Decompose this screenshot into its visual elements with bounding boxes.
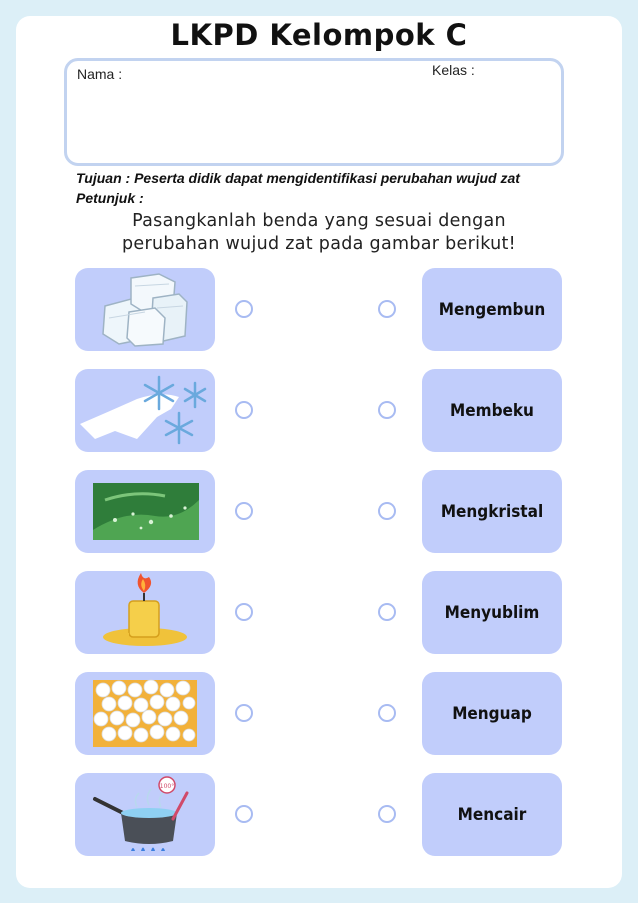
answer-card-1[interactable]: Mengembun (422, 268, 562, 351)
dew-leaf-icon (75, 470, 215, 553)
image-card-dew[interactable] (75, 470, 215, 553)
answer-card-2[interactable]: Membeku (422, 369, 562, 452)
instruction-line-1: Pasangkanlah benda yang sesuai dengan (132, 211, 506, 231)
boiling-pot-icon (75, 773, 215, 856)
kelas-label: Kelas : (432, 62, 475, 78)
match-dot-left-3[interactable] (235, 502, 253, 520)
ice-cubes-icon (75, 268, 215, 351)
instruction-line-2: perubahan wujud zat pada gambar berikut! (121, 234, 517, 254)
identity-box[interactable] (64, 58, 564, 166)
melting-candle-icon (75, 571, 215, 654)
answer-card-5[interactable]: Menguap (422, 672, 562, 755)
image-card-candle[interactable] (75, 571, 215, 654)
image-card-mothballs[interactable] (75, 672, 215, 755)
match-dot-right-2[interactable] (378, 401, 396, 419)
match-dot-right-1[interactable] (378, 300, 396, 318)
image-card-pot[interactable] (75, 773, 215, 856)
match-dot-right-6[interactable] (378, 805, 396, 823)
thermometer-label: 100° (159, 783, 175, 790)
match-dot-left-6[interactable] (235, 805, 253, 823)
goal-text: Tujuan : Peserta didik dapat mengidentifikasi perubahan wujud zat (76, 170, 520, 186)
page-title: LKPD Kelompok C (170, 18, 468, 52)
match-dot-left-5[interactable] (235, 704, 253, 722)
match-dot-left-4[interactable] (235, 603, 253, 621)
match-dot-left-1[interactable] (235, 300, 253, 318)
mothballs-icon (75, 672, 215, 755)
match-dot-right-5[interactable] (378, 704, 396, 722)
match-dot-right-3[interactable] (378, 502, 396, 520)
snowflakes-icon (75, 369, 215, 452)
image-card-snow[interactable] (75, 369, 215, 452)
instruction-text (0, 210, 638, 256)
answer-card-6[interactable]: Mencair (422, 773, 562, 856)
answer-card-4[interactable]: Menyublim (422, 571, 562, 654)
nama-label: Nama : (77, 66, 123, 82)
instructions-label: Petunjuk : (76, 190, 144, 206)
match-dot-right-4[interactable] (378, 603, 396, 621)
image-card-ice[interactable] (75, 268, 215, 351)
match-dot-left-2[interactable] (235, 401, 253, 419)
answer-card-3[interactable]: Mengkristal (422, 470, 562, 553)
